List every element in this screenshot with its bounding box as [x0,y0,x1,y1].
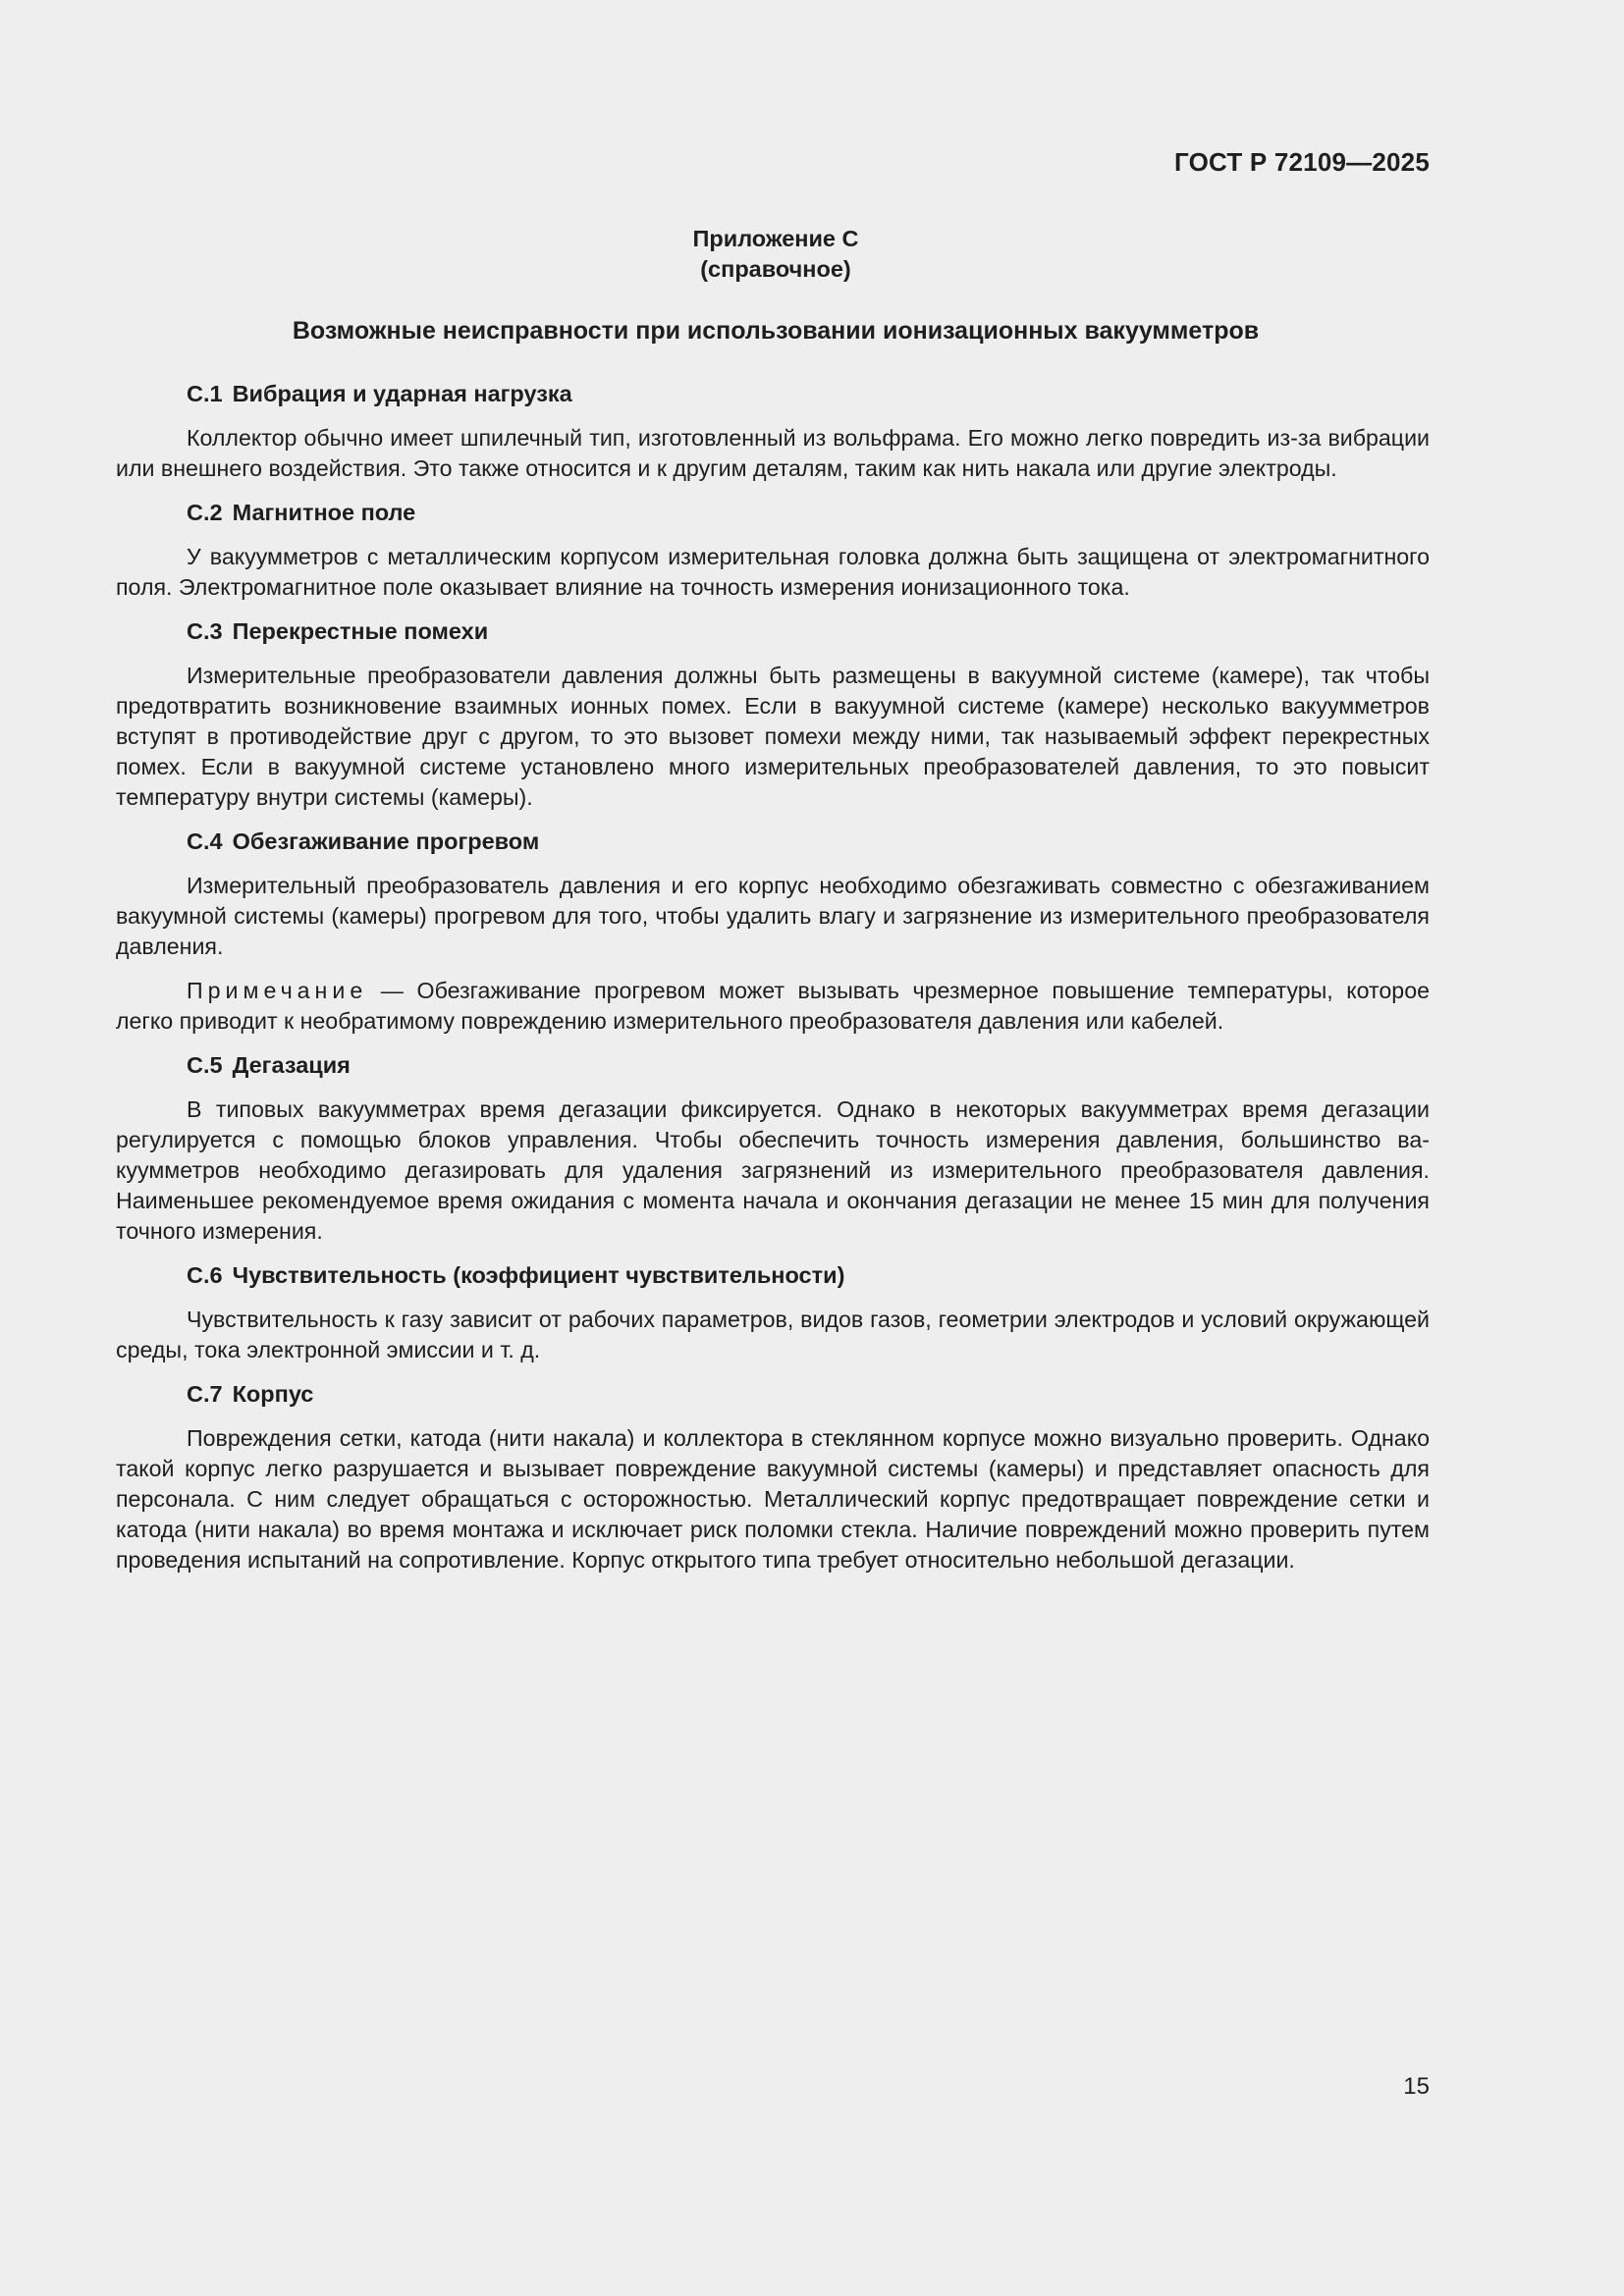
appendix-title: Возможные неисправности при использовании ионизационных вакуумметров [292,317,1260,345]
section-heading [187,616,1430,647]
section-c7 [116,1379,1430,1575]
section-paragraph: Измерительный преобразователь давления и его корпус необходимо обезгаживать совместно с обезгаживанием вакуумной системы (камеры) прогревом для того, чтобы удалить влагу и загрязнение из измерительного преобразователя давления. [116,873,1430,959]
section-number: С.4 [187,828,223,854]
section-heading [187,379,1430,409]
section-number: С.2 [187,500,223,525]
section-heading [187,498,1430,528]
section-c5 [116,1050,1430,1247]
section-heading [187,1379,1430,1410]
section-title: Обезгаживание прогревом [232,828,540,854]
section-c3 [116,616,1430,813]
section-heading [187,1050,1430,1081]
section-number: С.3 [187,618,223,644]
section-number: С.1 [187,381,223,406]
document-body [116,379,1430,1589]
section-heading [187,827,1430,857]
section-paragraph: У вакуумметров с металлическим корпусом измерительная головка должна быть защищена от электромагнитного поля. Электромагнитное поле оказывает влияние на точность измерения ионизационного тока. [116,544,1430,600]
section-title: Дегазация [232,1052,351,1078]
section-c1 [116,379,1430,484]
appendix-label: Приложение С [692,226,859,251]
section-paragraph: Измерительные преобразователи давления должны быть размещены в вакуумной системе (камере), так чтобы предотвратить возникновение взаимных ионных помех. Если в вакуумной системе (камере) несколько вакуумметров вступят в противодействие друг с другом, то это вызовет помехи между ними, так называемый эффект перекрестных помех. Если в вакуумной системе установлено много измерительных преобразователей давления, то это повысит температуру внутри системы (камеры). [116,663,1430,810]
section-title: Чувствительность (коэффициент чувствительности) [232,1262,845,1288]
section-title: Корпус [232,1381,314,1407]
section-c2 [116,498,1430,603]
note-label: Примечание [187,978,368,1003]
document-code-header: ГОСТ Р 72109—2025 [1174,147,1430,177]
section-paragraph: Повреждения сетки, катода (нити накала) и коллектора в стеклянном корпусе можно визуально проверить. Однако такой корпус легко разрушается и вызывает повреждение вакуумной системы (камеры) и представляет опасность для персонала. С ним следует обращаться с осторожностью. Металлический корпус предотвращает повреждение сетки и катода (нити накала) во время монтажа и исключает риск поломки стекла. Наличие повреждений можно проверить путем проведения испытаний на сопротивление. Корпус открытого типа требует относительно небольшой дегазации. [116,1425,1430,1573]
section-title: Перекрестные помехи [232,618,489,644]
section-title: Вибрация и ударная нагрузка [232,381,572,406]
section-c4 [116,827,1430,1037]
section-number: С.6 [187,1262,223,1288]
section-paragraph: Чувствительность к газу зависит от рабочих параметров, видов газов, геометрии электродов и условий окружающей среды, тока электронной эмиссии и т. д. [116,1307,1430,1362]
section-paragraph: В типовых вакуумметрах время дегазации фиксируется. Однако в некоторых вакуумметрах время дегазации регулируется с помощью блоков управления. Чтобы обеспечить точность измерения давления, большинство вакуумметров необходимо дегазировать для удаления загрязнений из измерительного преобразователя давления. Наименьшее рекомендуемое время ожидания с момента начала и окончания дегазации не менее 15 мин для получения точного измерения. [116,1096,1430,1244]
appendix-heading [0,224,1551,285]
page-number: 15 [1403,2073,1430,2100]
section-heading [187,1260,1430,1291]
section-paragraph: Коллектор обычно имеет шпилечный тип, изготовленный из вольфрама. Его можно легко повредить из-за вибрации или внешнего воздействия. Это также относится и к другим деталям, таким как нить накала или другие электроды. [116,425,1430,481]
section-number: С.5 [187,1052,223,1078]
section-number: С.7 [187,1381,223,1407]
note-paragraph [116,976,1430,1037]
section-title: Магнитное поле [232,500,416,525]
note-text: — Обезгаживание прогревом может вызывать чрезмерное повышение температуры, которое легко приводит к необратимому повреждению измерительного преобразователя давления или кабелей. [116,978,1430,1034]
section-c6 [116,1260,1430,1365]
appendix-kind: (справочное) [700,256,851,282]
